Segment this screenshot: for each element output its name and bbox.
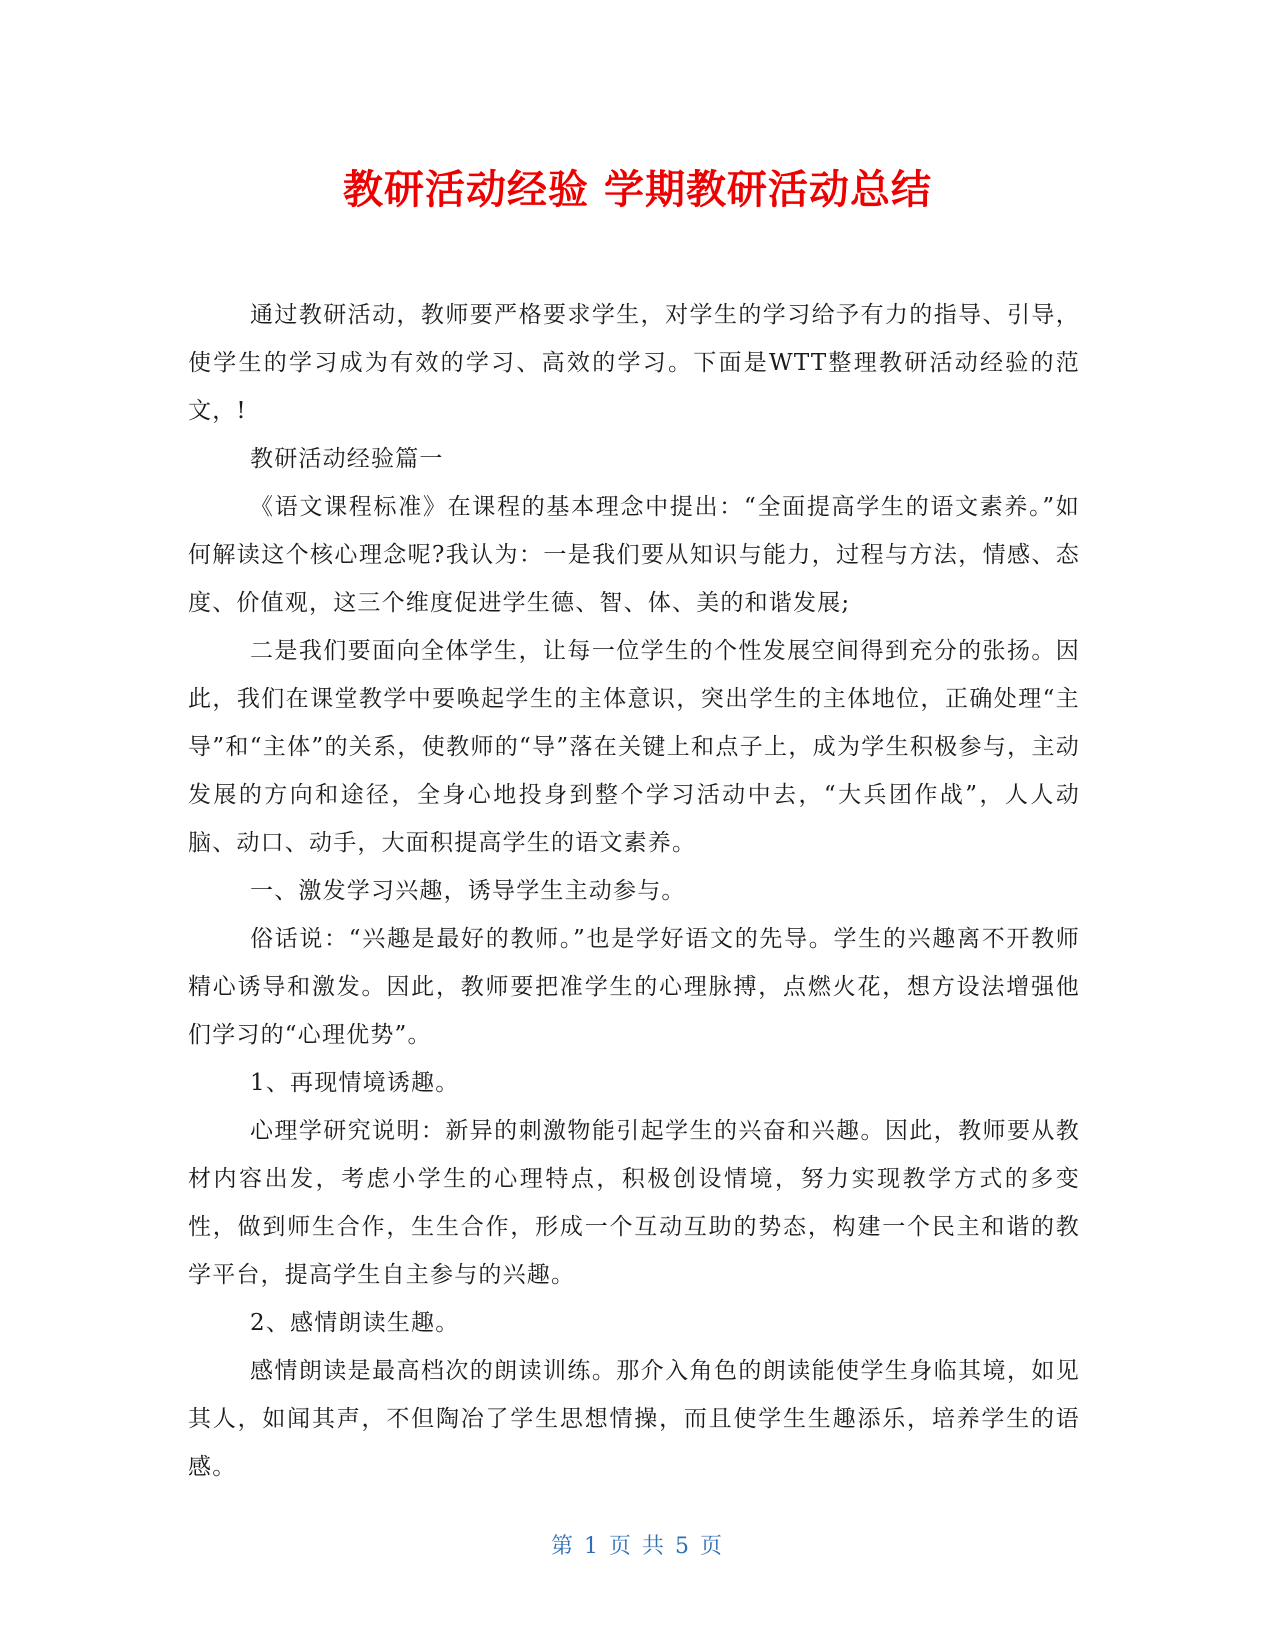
subheading-emotional-reading: 2、感情朗读生趣。 [250,1310,460,1336]
document-title: 教研活动经验 学期教研活动总结 [343,167,932,213]
document-body [188,291,1080,1491]
paragraph-emotional-reading: 感情朗读是最高档次的朗读训练。那介入角色的朗读能使学生身临其境，如见其人，如闻其声，不但陶冶了学生思想情操，而且使学生生趣添乐，培养学生的语感。 [188,1358,1080,1480]
subheading-stimulate-interest: 一、激发学习兴趣，诱导学生主动参与。 [250,878,686,904]
section-heading-part-one: 教研活动经验篇一 [250,446,444,472]
paragraph-interest-teacher: 俗话说：“兴趣是最好的教师。”也是学好语文的先导。学生的兴趣离不开教师精心诱导和激发。因此，教师要把准学生的心理脉搏，点燃火花，想方设法增强他们学习的“心理优势”。 [188,926,1080,1048]
page-number-footer: 第 1 页 共 5 页 [551,1534,724,1559]
subheading-situation: 1、再现情境诱趣。 [250,1070,460,1096]
paragraph-curriculum-standard: 《语文课程标准》在课程的基本理念中提出：“全面提高学生的语文素养。”如何解读这个核心理念呢?我认为：一是我们要从知识与能力，过程与方法，情感、态度、价值观，这三个维度促进学生德、智、体、美的和谐发展; [188,494,1080,616]
paragraph-psychology: 心理学研究说明：新异的刺激物能引起学生的兴奋和兴趣。因此，教师要从教材内容出发，考虑小学生的心理特点，积极创设情境，努力实现教学方式的多变性，做到师生合作，生生合作，形成一个互动互助的势态，构建一个民主和谐的教学平台，提高学生自主参与的兴趣。 [188,1118,1080,1288]
paragraph-intro: 通过教研活动，教师要严格要求学生，对学生的学习给予有力的指导、引导，使学生的学习成为有效的学习、高效的学习。下面是WTT整理教研活动经验的范文，! [188,302,1080,424]
paragraph-all-students: 二是我们要面向全体学生，让每一位学生的个性发展空间得到充分的张扬。因此，我们在课堂教学中要唤起学生的主体意识，突出学生的主体地位，正确处理“主导”和“主体”的关系，使教师的“导”落在关键上和点子上，成为学生积极参与，主动发展的方向和途径，全身心地投身到整个学习活动中去，“大兵团作战”，人人动脑、动口、动手，大面积提高学生的语文素养。 [188,638,1080,856]
